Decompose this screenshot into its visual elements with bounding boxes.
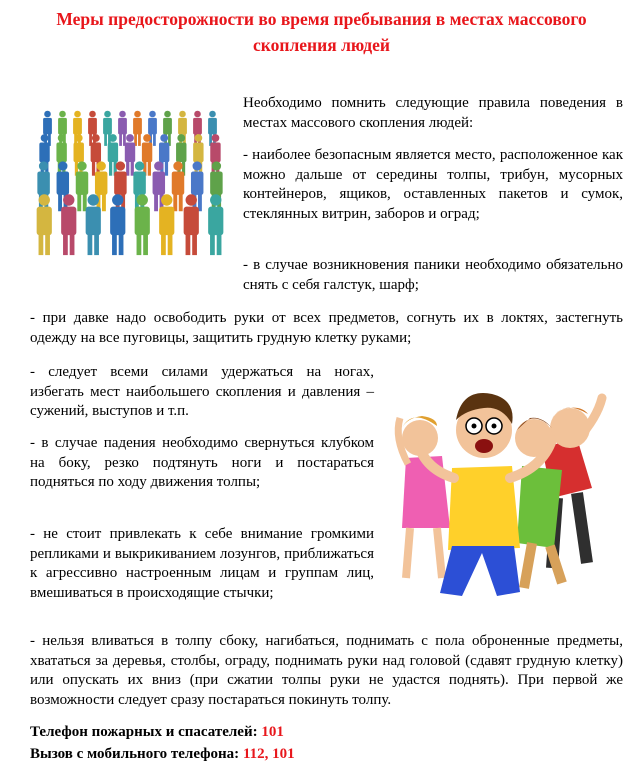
mobile-phone-line	[30, 746, 295, 763]
crowd-person	[61, 194, 76, 255]
rule-stay-on-feet: - следует всеми силами удержаться на ногах, избегать мест наибольшего скопления и давления – сужений, выступов и т.п.	[30, 364, 374, 420]
page-title: Меры предосторожности во время пребывания в местах массового скопления людей	[56, 9, 587, 55]
rule-no-attention: - не стоит привлекать к себе внимание громкими репликами и выкрикиванием лозунгов, приближаться к агрессивно настроенным лицам и группам лиц, вмешиваться в происходящие стычки;	[30, 526, 374, 601]
crowd-person	[118, 111, 127, 146]
crowd-person	[184, 194, 199, 255]
mobile-phone-number: 112, 101	[242, 746, 295, 762]
fire-phone-number: 101	[261, 724, 284, 740]
rule-safe-place: - наиболее безопасным является место, расположенное как можно дальше от середины толпы, трибун, мусорных контейнеров, ящиков, оставленных пакетов и сумок, стеклянных витрин, заборов и оград;	[243, 147, 623, 222]
mobile-phone-label: Вызов с мобильного телефона:	[30, 746, 240, 762]
intro-paragraph: Необходимо помнить следующие правила поведения в местах массового скопления людей:	[243, 95, 623, 131]
panic-crowd-illustration	[392, 378, 612, 600]
crowd-person	[133, 111, 142, 146]
crowd-person	[125, 134, 135, 176]
rule-crush-arms: - при давке надо освободить руки от всех предметов, согнуть их в локтях, застегнуть одежду на все пуговицы, защитить грудную клетку руками;	[30, 310, 623, 346]
crowd-illustration	[32, 96, 228, 256]
fire-phone-line	[30, 724, 284, 741]
rule-panic: - в случае возникновения паники необходимо обязательно снять с себя галстук, шарф;	[243, 257, 623, 293]
person-pink-dress	[398, 416, 450, 578]
rule-falling: - в случае падения необходимо свернуться клубком на боку, резко подтянуть ноги и постараться подняться по ходу движения толпы;	[30, 435, 374, 491]
rule-dont-merge: - нельзя вливаться в толпу сбоку, нагибаться, поднимать с пола оброненные предметы, хвататься за деревья, столбы, ограду, поднимать руки над головой (сдавят грудную клетку) или опускать их вниз (при сжатии толпы руки не удастся поднять). При первой же возможности следует сразу постараться покинуть толпу.	[30, 633, 623, 708]
fire-phone-label: Телефон пожарных и спасателей:	[30, 724, 258, 740]
